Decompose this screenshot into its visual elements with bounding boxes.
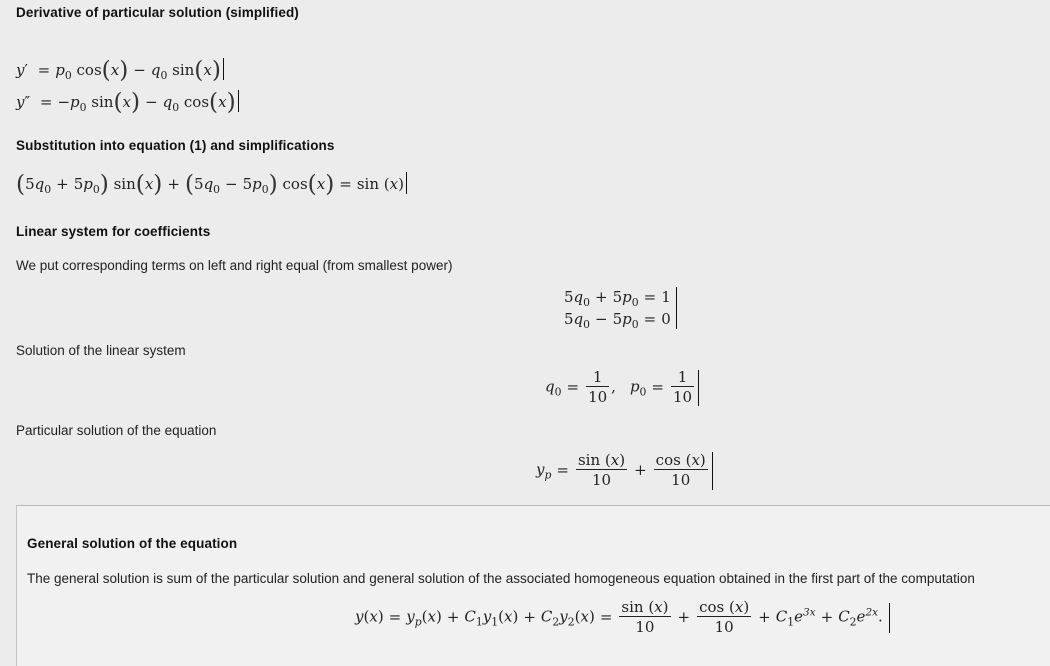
general-solution-panel [16, 505, 1050, 666]
section-title-substitution: Substitution into equation (1) and simplifications [16, 138, 335, 153]
math-substitution-equation: $(5q_0 + 5p_0) \sin(x) + (5q_0 - 5p_0) \cos(x) = \sin (x)$ [16, 172, 407, 196]
solution-label: Solution of the linear system [16, 343, 186, 358]
text-cursor [406, 172, 407, 194]
text-cursor [889, 603, 890, 633]
math-linear-equation-1: $5q_0 + 5p_0 = 1$ [564, 288, 671, 309]
math-first-derivative: $y' = p_0$ $\cos(x) - q_0$ sin(x) [16, 58, 224, 82]
linear-system-description: We put corresponding terms on left and right equal (from smallest power) [16, 258, 453, 273]
math-particular-solution: $y_p$ = $\frac{\sin (x)}{10}$ + $\frac{\cos (x)}{10}$ [536, 451, 713, 490]
particular-solution-label: Particular solution of the equation [16, 423, 217, 438]
text-cursor [238, 90, 239, 112]
math-system-solution: $q_0$ = $\frac{1}{10}$ , $p_0$ = $\frac{1}{10}$ [545, 368, 699, 407]
text-cursor [698, 370, 699, 406]
section-title-general-solution: General solution of the equation [27, 536, 238, 551]
text-cursor [223, 58, 224, 80]
section-title-derivative: Derivative of particular solution (simplified) [16, 5, 299, 20]
math-general-solution: $y(x) = y_p(x) + C_1y_1(x) + C_2y_2(x)$ = $\frac{\sin (x)}{10}$ + $\frac{\cos (x)}{10}$ + $C_1e^{3x} + C_2e^{2x}$. [355, 598, 890, 637]
text-cursor [676, 287, 677, 329]
text-cursor [712, 452, 713, 490]
math-second-derivative: $y'' = -p_0$ $\sin(x) - q_0$ cos(x) [16, 90, 239, 114]
section-title-linear-system: Linear system for coefficients [16, 224, 211, 239]
math-linear-equation-2: $5q_0 - 5p_0 = 0$ [564, 310, 671, 331]
general-solution-description: The general solution is sum of the particular solution and general solution of the associated homogeneous equation obtained in the first part of the computation [27, 571, 975, 586]
